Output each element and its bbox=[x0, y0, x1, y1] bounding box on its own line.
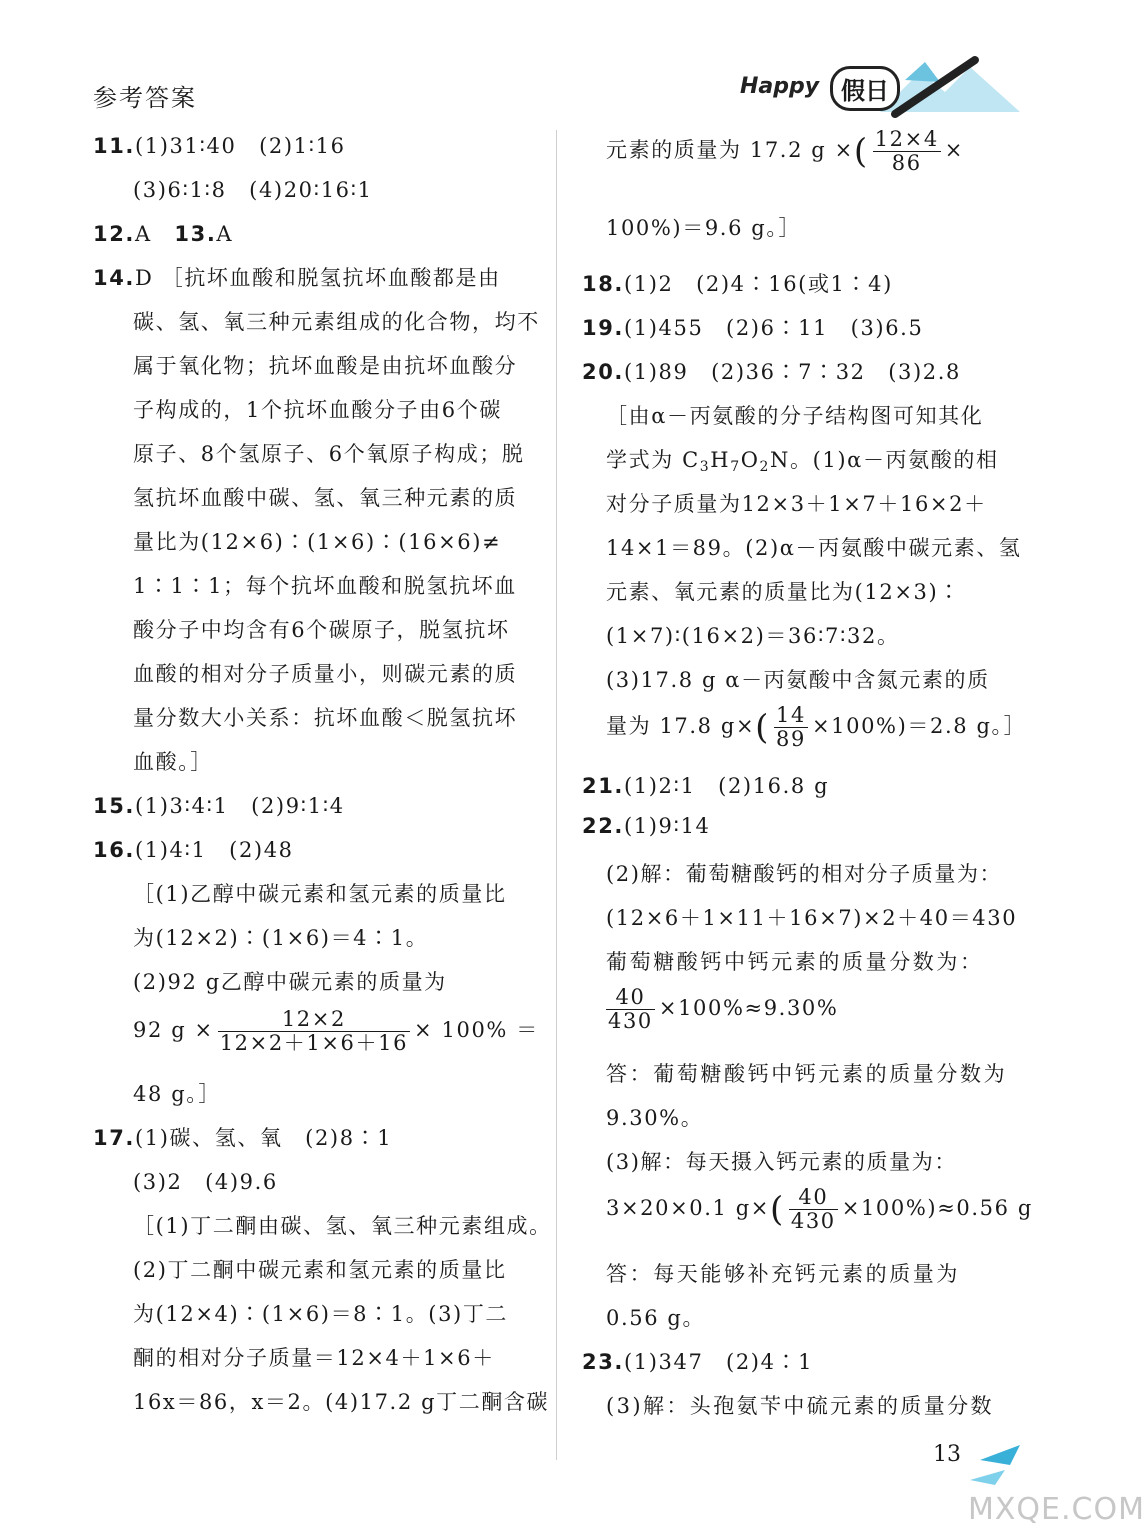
answer-16-fraction-line: 92 g × $\frac{12\times 2}{12\times 2+1\times 6+16}$ × 100% ＝ bbox=[133, 1007, 539, 1056]
answer-14-line: 原子、8个氢原子、6个氧原子构成；脱 bbox=[133, 442, 525, 466]
answer-22-line: 9.30%。 bbox=[606, 1106, 704, 1130]
answer-17-line: 为(12×4)∶(1×6)＝8∶1。(3)丁二 bbox=[133, 1302, 509, 1326]
answer-17-line: 酮的相对分子质量＝12×4＋1×6＋ bbox=[133, 1346, 495, 1370]
answer-22-line: (3)解：每天摄入钙元素的质量为： bbox=[606, 1150, 957, 1174]
watermark: MXQE.COM bbox=[968, 1492, 1145, 1527]
answer-16-line: 48 g。］ bbox=[133, 1082, 221, 1106]
answer-22-line: (12×6＋1×11＋16×7)×2＋40＝430 bbox=[606, 906, 1018, 930]
fraction: $\frac{12\times 4}{86}$ bbox=[874, 127, 939, 176]
answer-17-line: (2)丁二酮中碳元素和氢元素的质量比 bbox=[133, 1258, 507, 1282]
happy-holiday-logo bbox=[730, 52, 1030, 122]
answer-20-line: 元素、氧元素的质量比为(12×3)∶ bbox=[606, 580, 961, 604]
answer-20-line: ［由α－丙氨酸的分子结构图可知其化 bbox=[606, 404, 984, 428]
answer-20-formula-line: 学式为 $C_3H_7O_2N$。(1)α－丙氨酸的相 bbox=[606, 448, 999, 475]
answer-17-line: (3)2 (4)9.6 bbox=[133, 1170, 278, 1194]
answer-20-line: (1×7)∶(16×2)＝36∶7∶32。 bbox=[606, 624, 900, 648]
answer-17-line: ［(1)丁二酮由碳、氢、氧三种元素组成。 bbox=[133, 1214, 552, 1238]
fraction: $\frac{40}{430}$ bbox=[608, 985, 653, 1034]
answer-14-line: 1∶1∶1；每个抗坏血酸和脱氢抗坏血 bbox=[133, 574, 517, 598]
column-divider bbox=[556, 130, 557, 1460]
answer-22-line: 答：每天能够补充钙元素的质量为 bbox=[606, 1262, 960, 1286]
answer-16: 16.(1)4∶1 (2)48 bbox=[93, 838, 294, 862]
answer-16-line: 为(12×2)∶(1×6)＝4∶1。 bbox=[133, 926, 429, 950]
logo-happy-text: Happy bbox=[740, 74, 820, 99]
answer-22-line: (2)解：葡萄糖酸钙的相对分子质量为： bbox=[606, 862, 1003, 886]
answer-20: 20.(1)89 (2)36∶7∶32 (3)2.8 bbox=[582, 360, 961, 384]
answer-14-line: 子构成的，1个抗坏血酸分子由6个碳 bbox=[133, 398, 502, 422]
fraction: $\frac{12\times 2}{12\times 2+1\times 6+16}$ bbox=[219, 1007, 409, 1056]
answer-14-line: 血酸的相对分子质量小，则碳元素的质 bbox=[133, 662, 518, 686]
answer-14-line: 酸分子中均含有6个碳原子，脱氢抗坏 bbox=[133, 618, 510, 642]
answer-21: 21.(1)2∶1 (2)16.8 g bbox=[582, 774, 830, 798]
fraction: $\frac{40}{430}$ bbox=[790, 1185, 836, 1234]
answer-16-line: ［(1)乙醇中碳元素和氢元素的质量比 bbox=[133, 882, 507, 906]
page-number: 13 bbox=[933, 1442, 961, 1467]
answer-14-line: 碳、氢、氧三种元素组成的化合物，均不 bbox=[133, 310, 540, 334]
logo-jia-text: 假日 bbox=[830, 66, 900, 111]
answer-22-fraction-line: $\frac{40}{430}$ ×100%≈9.30% bbox=[608, 985, 839, 1034]
header-title: 参考答案 bbox=[93, 84, 197, 112]
fraction: $\frac{14}{89}$ bbox=[776, 703, 806, 752]
answer-22-fraction-line: 3×20×0.1 g×( $\frac{40}{430}$ ×100%)≈0.56 g bbox=[606, 1185, 1033, 1234]
answer-17-cont-fraction: 元素的质量为 17.2 g ×( $\frac{12\times 4}{86}$ × bbox=[606, 127, 964, 176]
answer-15: 15.(1)3∶4∶1 (2)9∶1∶4 bbox=[93, 794, 345, 818]
answer-14-line: 氢抗坏血酸中碳、氢、氧三种元素的质 bbox=[133, 486, 518, 510]
answer-22-line: 葡萄糖酸钙中钙元素的质量分数为： bbox=[606, 950, 984, 974]
answer-20-line: 对分子质量为12×3＋1×7＋16×2＋ bbox=[606, 492, 987, 516]
answer-22-line: 0.56 g。 bbox=[606, 1306, 706, 1330]
answer-11: 11.(1)31∶40 (2)1∶16 bbox=[93, 134, 346, 158]
answer-19: 19.(1)455 (2)6∶11 (3)6.5 bbox=[582, 316, 924, 340]
answer-23: 23.(1)347 (2)4∶1 bbox=[582, 1350, 814, 1374]
answer-20-line: 14×1＝89。(2)α－丙氨酸中碳元素、氢 bbox=[606, 536, 1022, 560]
answer-14-line: 量分数大小关系：抗坏血酸＜脱氢抗坏 bbox=[133, 706, 518, 730]
answer-22-line: 答：葡萄糖酸钙中钙元素的质量分数为 bbox=[606, 1062, 1008, 1086]
answer-22: 22.(1)9∶14 bbox=[582, 814, 711, 838]
answer-20-line: (3)17.8 g α－丙氨酸中含氮元素的质 bbox=[606, 668, 990, 692]
answer-16-line: (2)92 g乙醇中碳元素的质量为 bbox=[133, 970, 447, 994]
answer-17: 17.(1)碳、氢、氧 (2)8∶1 bbox=[93, 1126, 393, 1150]
answer-12-13: 12.A 13.A bbox=[93, 222, 234, 246]
answer-20-fraction-line: 量为 17.8 g×( $\frac{14}{89}$ ×100%)＝2.8 g。］ bbox=[606, 703, 1027, 752]
answer-17-cont: 100%)＝9.6 g。］ bbox=[606, 216, 802, 240]
answer-14: 14.D ［抗坏血酸和脱氢抗坏血酸都是由 bbox=[93, 266, 501, 290]
answer-11-line2: (3)6∶1∶8 (4)20∶16∶1 bbox=[133, 178, 373, 202]
answer-14-line: 血酸。］ bbox=[133, 750, 213, 774]
answer-23-line: (3)解：头孢氨苄中硫元素的质量分数 bbox=[606, 1394, 994, 1418]
answer-17-line: 16x＝86，x＝2。(4)17.2 g丁二酮含碳 bbox=[133, 1390, 550, 1414]
answer-14-line: 量比为(12×6)∶(1×6)∶(16×6)≠ bbox=[133, 530, 502, 554]
answer-18: 18.(1)2 (2)4∶16(或1∶4) bbox=[582, 272, 893, 296]
answer-14-line: 属于氧化物；抗坏血酸是由抗坏血酸分 bbox=[133, 354, 518, 378]
